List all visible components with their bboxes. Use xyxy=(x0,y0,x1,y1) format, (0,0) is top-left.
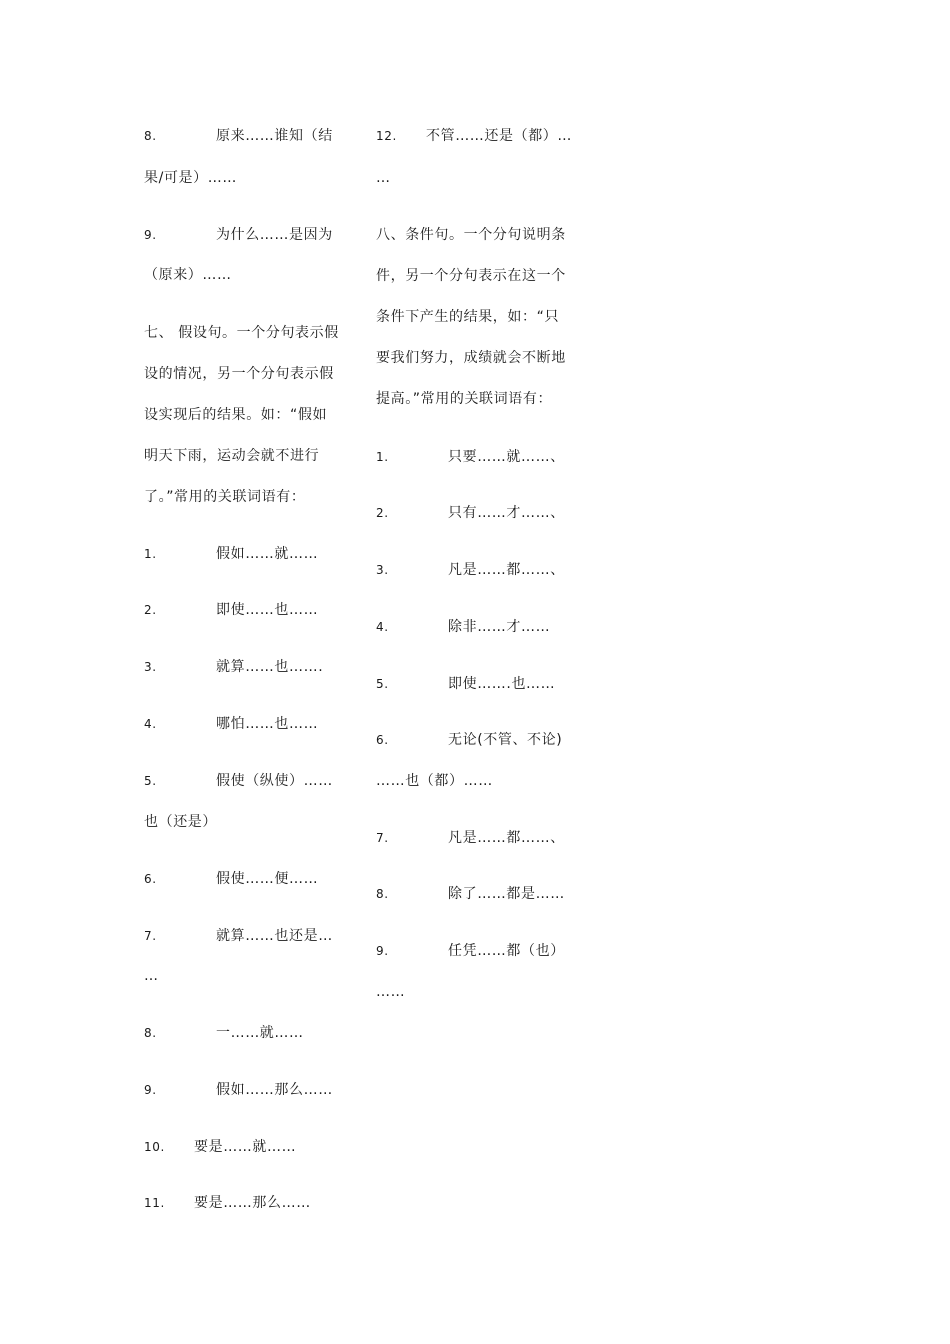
section-text-line: 提高。”常用的关联词语有： xyxy=(376,391,553,407)
item-number: 2. xyxy=(144,603,157,617)
item-number: 3. xyxy=(376,563,389,577)
item-text: 除了……都是…… xyxy=(448,886,565,902)
item-number: 9. xyxy=(144,228,157,242)
list-item xyxy=(144,926,333,946)
item-text: 假使（纵使）…… xyxy=(216,773,333,789)
item-text: 一……就…… xyxy=(216,1025,304,1041)
item-number: 3. xyxy=(144,660,157,674)
list-item xyxy=(376,674,556,694)
list-item xyxy=(376,941,565,961)
item-text: 原来……谁知（结 xyxy=(216,128,333,144)
item-number: 10. xyxy=(144,1140,165,1154)
item-text: 任凭……都（也） xyxy=(448,943,565,959)
item-text: 假如……就…… xyxy=(216,546,319,562)
item-number: 9. xyxy=(376,944,389,958)
list-item xyxy=(144,1080,333,1100)
item-number: 6. xyxy=(144,872,157,886)
item-number: 8. xyxy=(144,1026,157,1040)
item-continuation: …… xyxy=(376,984,406,1000)
item-text: 为什么……是因为 xyxy=(216,227,333,243)
list-item xyxy=(144,225,333,245)
item-number: 9. xyxy=(144,1083,157,1097)
section-text-line: 明天下雨，运动会就不进行 xyxy=(144,448,320,464)
item-number: 8. xyxy=(376,887,389,901)
item-text: 要是……那么…… xyxy=(194,1195,311,1211)
list-item xyxy=(144,657,324,677)
item-text: 就算……也还是… xyxy=(216,928,333,944)
list-item xyxy=(144,1023,304,1043)
section-text-line: 设的情况，另一个分句表示假 xyxy=(144,366,334,382)
list-item xyxy=(376,617,551,637)
item-number: 7. xyxy=(144,929,157,943)
item-continuation: 也（还是） xyxy=(144,814,217,830)
section-heading-line: 八、条件句。一个分句说明条 xyxy=(376,227,566,243)
list-item xyxy=(144,714,319,734)
section-text-line: 了。”常用的关联词语有： xyxy=(144,489,306,505)
list-item xyxy=(144,600,319,620)
section-text-line: 条件下产生的结果，如：“只 xyxy=(376,309,560,325)
item-continuation: … xyxy=(144,968,159,984)
list-item xyxy=(144,1193,311,1213)
section-text-line: 件，另一个分句表示在这一个 xyxy=(376,268,566,284)
list-item xyxy=(144,771,333,791)
item-continuation: … xyxy=(376,170,391,186)
list-item xyxy=(144,869,319,889)
item-number: 5. xyxy=(376,677,389,691)
section-text-line: 设实现后的结果。如：“假如 xyxy=(144,407,328,423)
list-item xyxy=(376,560,565,580)
list-item xyxy=(376,730,563,750)
item-number: 12. xyxy=(376,129,397,143)
item-continuation: （原来）…… xyxy=(144,267,232,283)
item-number: 1. xyxy=(144,547,157,561)
item-number: 7. xyxy=(376,831,389,845)
item-text: 只要……就……、 xyxy=(448,449,565,465)
item-text: 假使……便…… xyxy=(216,871,319,887)
list-item xyxy=(144,1137,297,1157)
item-number: 5. xyxy=(144,774,157,788)
item-number: 8. xyxy=(144,129,157,143)
item-text: 无论(不管、不论) xyxy=(448,732,563,748)
list-item xyxy=(144,126,333,146)
list-item xyxy=(376,828,565,848)
item-text: 只有……才……、 xyxy=(448,505,565,521)
item-number: 4. xyxy=(376,620,389,634)
item-text: 除非……才…… xyxy=(448,619,551,635)
item-continuation: 果/可是）…… xyxy=(144,170,237,186)
list-item xyxy=(144,544,319,564)
item-text: 要是……就…… xyxy=(194,1139,297,1155)
item-number: 1. xyxy=(376,450,389,464)
item-text: 假如……那么…… xyxy=(216,1082,333,1098)
list-item xyxy=(376,447,565,467)
section-text-line: 要我们努力，成绩就会不断地 xyxy=(376,350,566,366)
item-text: 哪怕……也…… xyxy=(216,716,319,732)
list-item xyxy=(376,503,565,523)
list-item xyxy=(376,884,565,904)
item-text: 即使…….也…… xyxy=(448,676,556,692)
item-text: 就算……也……. xyxy=(216,659,324,675)
item-number: 6. xyxy=(376,733,389,747)
item-number: 11. xyxy=(144,1196,165,1210)
list-item xyxy=(376,126,572,146)
section-heading-line: 七、 假设句。一个分句表示假 xyxy=(144,325,339,341)
item-number: 2. xyxy=(376,506,389,520)
item-text: 不管……还是（都）… xyxy=(426,128,572,144)
item-continuation: ……也（都）…… xyxy=(376,773,493,789)
item-text: 凡是……都……、 xyxy=(448,562,565,578)
item-text: 凡是……都……、 xyxy=(448,830,565,846)
item-number: 4. xyxy=(144,717,157,731)
item-text: 即使……也…… xyxy=(216,602,319,618)
